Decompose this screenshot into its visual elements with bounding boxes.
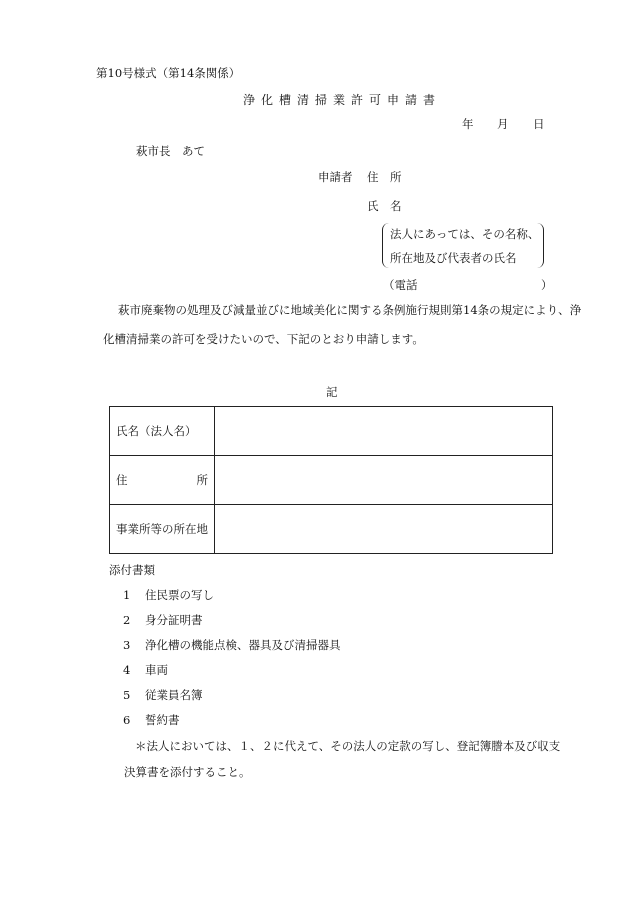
document-title: 浄化槽清掃業許可申請書 (243, 93, 442, 107)
attachment-text: 浄化槽の機能点検、器具及び清掃器具 (145, 638, 341, 652)
name-label: 氏 名 (367, 199, 402, 213)
address-row-label (110, 456, 215, 505)
attachment-text: 身分証明書 (145, 613, 203, 627)
date-month-label: 月 (497, 117, 509, 131)
date-day-label: 日 (533, 117, 545, 131)
attachment-note-line1: ＊法人においては、１、２に代えて、その法人の定款の写し、登記簿謄本及び収支 (135, 739, 561, 753)
form-number: 第10号様式（第14条関係） (96, 66, 241, 80)
attachments-heading: 添付書類 (109, 563, 155, 577)
ki-label: 記 (326, 385, 338, 399)
address-label: 住 所 (367, 170, 402, 184)
table-row (110, 505, 553, 554)
address-row-label-b: 所 (196, 473, 208, 487)
table-row (110, 407, 553, 456)
corporate-note-line1: 法人にあっては、その名称、 (390, 227, 540, 241)
address-field[interactable] (215, 456, 553, 505)
office-location-field[interactable] (215, 505, 553, 554)
application-table (109, 406, 553, 554)
table-row (110, 456, 553, 505)
list-item (123, 690, 203, 702)
attachment-text: 車両 (145, 663, 168, 677)
phone-close-paren: ） (541, 278, 553, 292)
attachment-text: 住民票の写し (145, 588, 214, 602)
attachment-num: 4 (123, 663, 131, 677)
list-item (123, 640, 341, 652)
list-item (123, 665, 168, 677)
body-paragraph: 萩市廃棄物の処理及び減量並びに地域美化に関する条例施行規則第14条の規定により、浄化槽清掃業の許可を受けたいので、下記のとおり申請します。 (103, 303, 582, 346)
name-corp-field[interactable] (215, 407, 553, 456)
office-location-label: 事業所等の所在地 (110, 505, 215, 554)
list-item (123, 615, 203, 627)
attachment-num: 5 (123, 688, 131, 702)
attachment-text: 従業員名簿 (145, 688, 203, 702)
address-row-label-a: 住 (116, 473, 128, 487)
phone-label: （電話 (383, 278, 418, 292)
attachment-text: 誓約書 (145, 713, 180, 727)
name-corp-label: 氏名（法人名） (110, 407, 215, 456)
attachment-num: 1 (123, 588, 131, 602)
attachment-num: 2 (123, 613, 131, 627)
attachment-note-line2: 決算書を添付すること。 (124, 765, 251, 779)
attachment-num: 6 (123, 713, 131, 727)
list-item (123, 715, 180, 727)
corporate-note-line2: 所在地及び代表者の氏名 (390, 251, 517, 265)
date-year-label: 年 (462, 117, 474, 131)
applicant-label: 申請者 (318, 170, 353, 184)
attachment-num: 3 (123, 638, 131, 652)
list-item (123, 590, 214, 602)
addressee: 萩市長 あて (136, 144, 205, 158)
